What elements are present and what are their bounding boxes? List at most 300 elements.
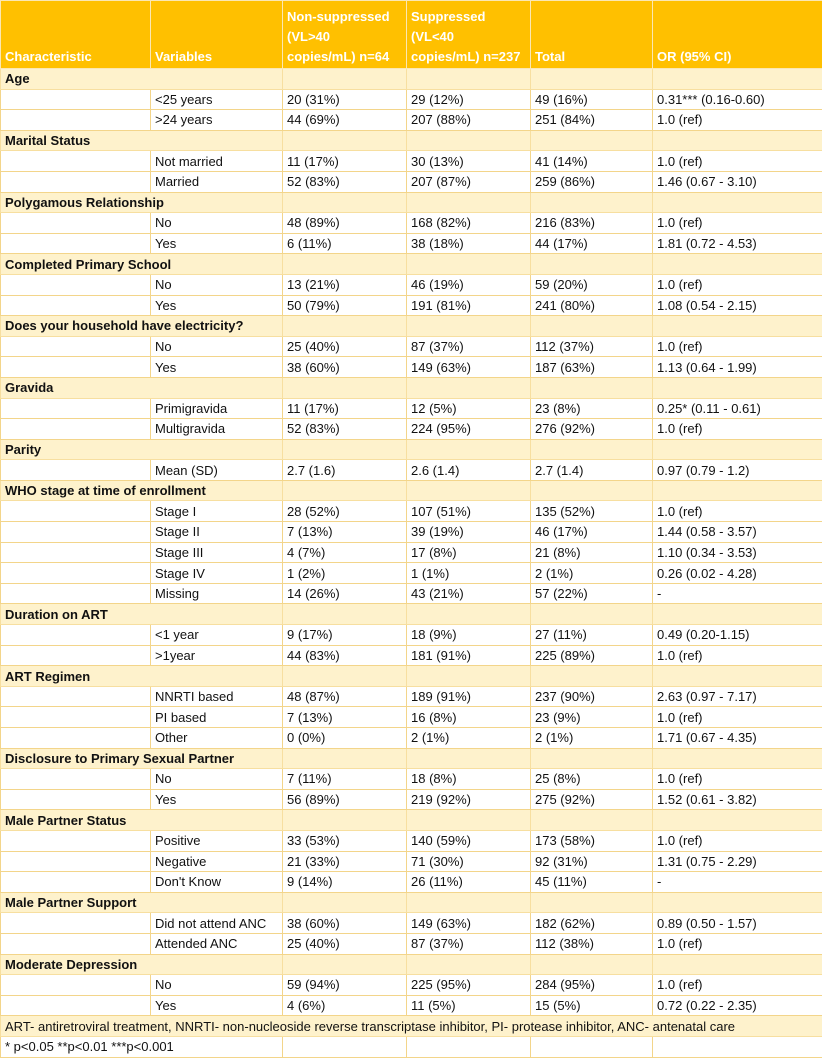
variable-cell: Married bbox=[151, 171, 283, 192]
suppressed-cell: 29 (12%) bbox=[407, 89, 531, 110]
characteristic-cell bbox=[1, 769, 151, 790]
non-suppressed-cell: 38 (60%) bbox=[283, 357, 407, 378]
section-spacer-cell bbox=[407, 69, 531, 90]
total-cell: 225 (89%) bbox=[531, 645, 653, 666]
suppressed-cell: 30 (13%) bbox=[407, 151, 531, 172]
section-spacer-cell bbox=[531, 748, 653, 769]
table-row bbox=[1, 522, 822, 543]
footnote-significance: * p<0.05 **p<0.01 ***p<0.001 bbox=[1, 1036, 283, 1057]
suppressed-cell: 16 (8%) bbox=[407, 707, 531, 728]
suppressed-cell: 2 (1%) bbox=[407, 728, 531, 749]
non-suppressed-cell: 44 (69%) bbox=[283, 110, 407, 131]
table-row bbox=[1, 789, 822, 810]
odds-ratio-cell: 1.08 (0.54 - 2.15) bbox=[653, 295, 822, 316]
section-row bbox=[1, 892, 822, 913]
section-spacer-cell bbox=[407, 954, 531, 975]
odds-ratio-cell: 2.63 (0.97 - 7.17) bbox=[653, 686, 822, 707]
variable-cell: Multigravida bbox=[151, 419, 283, 440]
variable-cell: >1year bbox=[151, 645, 283, 666]
total-cell: 237 (90%) bbox=[531, 686, 653, 707]
section-spacer-cell bbox=[283, 254, 407, 275]
table-row bbox=[1, 213, 822, 234]
section-spacer-cell bbox=[407, 892, 531, 913]
table-row bbox=[1, 233, 822, 254]
section-spacer-cell bbox=[407, 192, 531, 213]
footnote-spacer-cell bbox=[407, 1036, 531, 1057]
table-row bbox=[1, 975, 822, 996]
section-spacer-cell bbox=[653, 439, 822, 460]
non-suppressed-cell: 11 (17%) bbox=[283, 151, 407, 172]
odds-ratio-cell: 1.0 (ref) bbox=[653, 769, 822, 790]
odds-ratio-cell: 1.0 (ref) bbox=[653, 336, 822, 357]
section-spacer-cell bbox=[653, 810, 822, 831]
odds-ratio-cell: 1.0 (ref) bbox=[653, 645, 822, 666]
variable-cell: PI based bbox=[151, 707, 283, 728]
header-variables: Variables bbox=[151, 1, 283, 69]
characteristic-cell bbox=[1, 522, 151, 543]
section-spacer-cell bbox=[531, 130, 653, 151]
characteristic-cell bbox=[1, 110, 151, 131]
table-row bbox=[1, 171, 822, 192]
odds-ratio-cell: 1.31 (0.75 - 2.29) bbox=[653, 851, 822, 872]
total-cell: 135 (52%) bbox=[531, 501, 653, 522]
section-spacer-cell bbox=[407, 810, 531, 831]
total-cell: 259 (86%) bbox=[531, 171, 653, 192]
section-title: Duration on ART bbox=[1, 604, 283, 625]
section-spacer-cell bbox=[653, 666, 822, 687]
odds-ratio-cell: 1.0 (ref) bbox=[653, 110, 822, 131]
total-cell: 182 (62%) bbox=[531, 913, 653, 934]
table-row bbox=[1, 872, 822, 893]
section-spacer-cell bbox=[531, 254, 653, 275]
non-suppressed-cell: 14 (26%) bbox=[283, 583, 407, 604]
odds-ratio-cell: 1.10 (0.34 - 3.53) bbox=[653, 542, 822, 563]
odds-ratio-cell: 0.72 (0.22 - 2.35) bbox=[653, 995, 822, 1016]
suppressed-cell: 17 (8%) bbox=[407, 542, 531, 563]
table-row bbox=[1, 398, 822, 419]
odds-ratio-cell: 1.0 (ref) bbox=[653, 213, 822, 234]
table-row bbox=[1, 728, 822, 749]
section-spacer-cell bbox=[653, 604, 822, 625]
characteristic-cell bbox=[1, 830, 151, 851]
suppressed-cell: 219 (92%) bbox=[407, 789, 531, 810]
section-spacer-cell bbox=[283, 748, 407, 769]
total-cell: 21 (8%) bbox=[531, 542, 653, 563]
characteristic-cell bbox=[1, 625, 151, 646]
suppressed-cell: 11 (5%) bbox=[407, 995, 531, 1016]
suppressed-cell: 168 (82%) bbox=[407, 213, 531, 234]
characteristic-cell bbox=[1, 501, 151, 522]
table-row bbox=[1, 645, 822, 666]
section-row bbox=[1, 69, 822, 90]
variable-cell: NNRTI based bbox=[151, 686, 283, 707]
variable-cell: No bbox=[151, 336, 283, 357]
section-spacer-cell bbox=[653, 192, 822, 213]
odds-ratio-cell: - bbox=[653, 872, 822, 893]
table-row bbox=[1, 460, 822, 481]
variable-cell: Not married bbox=[151, 151, 283, 172]
variable-cell: No bbox=[151, 274, 283, 295]
section-row bbox=[1, 666, 822, 687]
section-spacer-cell bbox=[407, 666, 531, 687]
characteristic-cell bbox=[1, 789, 151, 810]
section-title: Gravida bbox=[1, 377, 283, 398]
section-title: Male Partner Support bbox=[1, 892, 283, 913]
non-suppressed-cell: 11 (17%) bbox=[283, 398, 407, 419]
characteristic-cell bbox=[1, 975, 151, 996]
total-cell: 112 (37%) bbox=[531, 336, 653, 357]
section-spacer-cell bbox=[407, 439, 531, 460]
odds-ratio-cell: 1.0 (ref) bbox=[653, 274, 822, 295]
section-title: WHO stage at time of enrollment bbox=[1, 480, 283, 501]
odds-ratio-cell: 1.0 (ref) bbox=[653, 933, 822, 954]
table-row bbox=[1, 89, 822, 110]
characteristic-cell bbox=[1, 563, 151, 584]
section-spacer-cell bbox=[531, 192, 653, 213]
header-total: Total bbox=[531, 1, 653, 69]
table-row bbox=[1, 295, 822, 316]
table-row bbox=[1, 583, 822, 604]
non-suppressed-cell: 50 (79%) bbox=[283, 295, 407, 316]
total-cell: 187 (63%) bbox=[531, 357, 653, 378]
section-spacer-cell bbox=[407, 480, 531, 501]
odds-ratio-cell: 1.0 (ref) bbox=[653, 975, 822, 996]
total-cell: 45 (11%) bbox=[531, 872, 653, 893]
section-spacer-cell bbox=[283, 316, 407, 337]
section-spacer-cell bbox=[407, 748, 531, 769]
suppressed-cell: 1 (1%) bbox=[407, 563, 531, 584]
section-row bbox=[1, 316, 822, 337]
non-suppressed-cell: 9 (14%) bbox=[283, 872, 407, 893]
section-spacer-cell bbox=[653, 254, 822, 275]
non-suppressed-cell: 4 (6%) bbox=[283, 995, 407, 1016]
section-title: Marital Status bbox=[1, 130, 283, 151]
suppressed-cell: 189 (91%) bbox=[407, 686, 531, 707]
header-characteristic: Characteristic bbox=[1, 1, 151, 69]
suppressed-cell: 12 (5%) bbox=[407, 398, 531, 419]
section-spacer-cell bbox=[407, 604, 531, 625]
odds-ratio-cell: 1.0 (ref) bbox=[653, 707, 822, 728]
table-row bbox=[1, 995, 822, 1016]
section-spacer-cell bbox=[283, 604, 407, 625]
characteristic-cell bbox=[1, 645, 151, 666]
non-suppressed-cell: 25 (40%) bbox=[283, 336, 407, 357]
total-cell: 59 (20%) bbox=[531, 274, 653, 295]
variable-cell: >24 years bbox=[151, 110, 283, 131]
characteristic-cell bbox=[1, 872, 151, 893]
non-suppressed-cell: 2.7 (1.6) bbox=[283, 460, 407, 481]
odds-ratio-cell: 1.0 (ref) bbox=[653, 419, 822, 440]
odds-ratio-cell: 0.31*** (0.16-0.60) bbox=[653, 89, 822, 110]
odds-ratio-cell: 1.46 (0.67 - 3.10) bbox=[653, 171, 822, 192]
variable-cell: Stage IV bbox=[151, 563, 283, 584]
characteristic-cell bbox=[1, 583, 151, 604]
variable-cell: Yes bbox=[151, 789, 283, 810]
section-row bbox=[1, 439, 822, 460]
suppressed-cell: 149 (63%) bbox=[407, 913, 531, 934]
section-spacer-cell bbox=[407, 130, 531, 151]
section-spacer-cell bbox=[653, 316, 822, 337]
section-row bbox=[1, 130, 822, 151]
non-suppressed-cell: 7 (13%) bbox=[283, 522, 407, 543]
characteristic-cell bbox=[1, 295, 151, 316]
section-title: Completed Primary School bbox=[1, 254, 283, 275]
variable-cell: Attended ANC bbox=[151, 933, 283, 954]
characteristic-cell bbox=[1, 274, 151, 295]
total-cell: 2 (1%) bbox=[531, 728, 653, 749]
suppressed-cell: 191 (81%) bbox=[407, 295, 531, 316]
total-cell: 276 (92%) bbox=[531, 419, 653, 440]
section-row bbox=[1, 604, 822, 625]
odds-ratio-cell: - bbox=[653, 583, 822, 604]
header-row bbox=[1, 1, 822, 69]
variable-cell: Yes bbox=[151, 233, 283, 254]
total-cell: 57 (22%) bbox=[531, 583, 653, 604]
total-cell: 2.7 (1.4) bbox=[531, 460, 653, 481]
total-cell: 25 (8%) bbox=[531, 769, 653, 790]
non-suppressed-cell: 0 (0%) bbox=[283, 728, 407, 749]
suppressed-cell: 18 (8%) bbox=[407, 769, 531, 790]
section-spacer-cell bbox=[407, 377, 531, 398]
variable-cell: Don't Know bbox=[151, 872, 283, 893]
non-suppressed-cell: 21 (33%) bbox=[283, 851, 407, 872]
suppressed-cell: 87 (37%) bbox=[407, 336, 531, 357]
odds-ratio-cell: 1.0 (ref) bbox=[653, 151, 822, 172]
table-row bbox=[1, 274, 822, 295]
non-suppressed-cell: 52 (83%) bbox=[283, 171, 407, 192]
section-spacer-cell bbox=[283, 810, 407, 831]
section-title: Moderate Depression bbox=[1, 954, 283, 975]
total-cell: 23 (9%) bbox=[531, 707, 653, 728]
characteristic-cell bbox=[1, 995, 151, 1016]
section-spacer-cell bbox=[283, 892, 407, 913]
section-row bbox=[1, 748, 822, 769]
section-row bbox=[1, 480, 822, 501]
non-suppressed-cell: 38 (60%) bbox=[283, 913, 407, 934]
table-row bbox=[1, 769, 822, 790]
table-row bbox=[1, 357, 822, 378]
variable-cell: Mean (SD) bbox=[151, 460, 283, 481]
section-spacer-cell bbox=[283, 192, 407, 213]
non-suppressed-cell: 4 (7%) bbox=[283, 542, 407, 563]
odds-ratio-cell: 1.52 (0.61 - 3.82) bbox=[653, 789, 822, 810]
variable-cell: Did not attend ANC bbox=[151, 913, 283, 934]
table-row bbox=[1, 563, 822, 584]
variable-cell: Primigravida bbox=[151, 398, 283, 419]
characteristic-cell bbox=[1, 336, 151, 357]
variable-cell: Other bbox=[151, 728, 283, 749]
odds-ratio-cell: 0.25* (0.11 - 0.61) bbox=[653, 398, 822, 419]
section-spacer-cell bbox=[531, 439, 653, 460]
suppressed-cell: 225 (95%) bbox=[407, 975, 531, 996]
odds-ratio-cell: 0.49 (0.20-1.15) bbox=[653, 625, 822, 646]
characteristic-cell bbox=[1, 398, 151, 419]
non-suppressed-cell: 59 (94%) bbox=[283, 975, 407, 996]
section-spacer-cell bbox=[653, 69, 822, 90]
suppressed-cell: 26 (11%) bbox=[407, 872, 531, 893]
variable-cell: No bbox=[151, 975, 283, 996]
table-row bbox=[1, 913, 822, 934]
table-row bbox=[1, 151, 822, 172]
total-cell: 2 (1%) bbox=[531, 563, 653, 584]
variable-cell: Positive bbox=[151, 830, 283, 851]
section-title: Does your household have electricity? bbox=[1, 316, 283, 337]
non-suppressed-cell: 33 (53%) bbox=[283, 830, 407, 851]
non-suppressed-cell: 48 (89%) bbox=[283, 213, 407, 234]
suppressed-cell: 224 (95%) bbox=[407, 419, 531, 440]
suppressed-cell: 2.6 (1.4) bbox=[407, 460, 531, 481]
total-cell: 27 (11%) bbox=[531, 625, 653, 646]
table-row bbox=[1, 625, 822, 646]
section-spacer-cell bbox=[531, 316, 653, 337]
suppressed-cell: 39 (19%) bbox=[407, 522, 531, 543]
section-spacer-cell bbox=[283, 439, 407, 460]
section-spacer-cell bbox=[407, 316, 531, 337]
odds-ratio-cell: 1.81 (0.72 - 4.53) bbox=[653, 233, 822, 254]
odds-ratio-cell: 0.89 (0.50 - 1.57) bbox=[653, 913, 822, 934]
characteristic-cell bbox=[1, 851, 151, 872]
table-body bbox=[1, 69, 822, 1058]
footnote-spacer-cell bbox=[653, 1036, 822, 1057]
table-row bbox=[1, 542, 822, 563]
section-spacer-cell bbox=[283, 377, 407, 398]
total-cell: 251 (84%) bbox=[531, 110, 653, 131]
footnote-row bbox=[1, 1016, 822, 1037]
odds-ratio-cell: 1.44 (0.58 - 3.57) bbox=[653, 522, 822, 543]
variable-cell: <25 years bbox=[151, 89, 283, 110]
footnote-spacer-cell bbox=[531, 1036, 653, 1057]
section-spacer-cell bbox=[531, 69, 653, 90]
variable-cell: Stage I bbox=[151, 501, 283, 522]
total-cell: 49 (16%) bbox=[531, 89, 653, 110]
section-spacer-cell bbox=[531, 480, 653, 501]
total-cell: 44 (17%) bbox=[531, 233, 653, 254]
footnote-abbreviations: ART- antiretroviral treatment, NNRTI- non-nucleoside reverse transcriptase inhibitor, PI- protease inhibitor, ANC- antenatal care bbox=[1, 1016, 822, 1037]
characteristic-cell bbox=[1, 686, 151, 707]
suppressed-cell: 207 (88%) bbox=[407, 110, 531, 131]
suppressed-cell: 38 (18%) bbox=[407, 233, 531, 254]
suppressed-cell: 140 (59%) bbox=[407, 830, 531, 851]
odds-ratio-cell: 0.26 (0.02 - 4.28) bbox=[653, 563, 822, 584]
section-spacer-cell bbox=[531, 892, 653, 913]
section-title: Parity bbox=[1, 439, 283, 460]
section-spacer-cell bbox=[653, 748, 822, 769]
non-suppressed-cell: 44 (83%) bbox=[283, 645, 407, 666]
total-cell: 41 (14%) bbox=[531, 151, 653, 172]
characteristic-cell bbox=[1, 233, 151, 254]
header-non-suppressed: Non-suppressed (VL>40 copies/mL) n=64 bbox=[283, 1, 407, 69]
section-spacer-cell bbox=[283, 954, 407, 975]
suppressed-cell: 207 (87%) bbox=[407, 171, 531, 192]
characteristic-cell bbox=[1, 89, 151, 110]
characteristic-cell bbox=[1, 913, 151, 934]
variable-cell: No bbox=[151, 213, 283, 234]
table-row bbox=[1, 686, 822, 707]
non-suppressed-cell: 6 (11%) bbox=[283, 233, 407, 254]
non-suppressed-cell: 7 (13%) bbox=[283, 707, 407, 728]
non-suppressed-cell: 28 (52%) bbox=[283, 501, 407, 522]
non-suppressed-cell: 13 (21%) bbox=[283, 274, 407, 295]
odds-ratio-cell: 1.13 (0.64 - 1.99) bbox=[653, 357, 822, 378]
section-spacer-cell bbox=[283, 130, 407, 151]
section-title: Disclosure to Primary Sexual Partner bbox=[1, 748, 283, 769]
section-spacer-cell bbox=[653, 377, 822, 398]
significance-row bbox=[1, 1036, 822, 1057]
section-title: Age bbox=[1, 69, 283, 90]
section-spacer-cell bbox=[283, 666, 407, 687]
characteristic-cell bbox=[1, 460, 151, 481]
variable-cell: Yes bbox=[151, 995, 283, 1016]
section-spacer-cell bbox=[531, 377, 653, 398]
non-suppressed-cell: 1 (2%) bbox=[283, 563, 407, 584]
table-row bbox=[1, 419, 822, 440]
suppressed-cell: 46 (19%) bbox=[407, 274, 531, 295]
section-spacer-cell bbox=[283, 69, 407, 90]
table-row bbox=[1, 933, 822, 954]
table-row bbox=[1, 707, 822, 728]
section-spacer-cell bbox=[653, 892, 822, 913]
suppressed-cell: 43 (21%) bbox=[407, 583, 531, 604]
section-spacer-cell bbox=[653, 480, 822, 501]
total-cell: 284 (95%) bbox=[531, 975, 653, 996]
section-title: ART Regimen bbox=[1, 666, 283, 687]
section-spacer-cell bbox=[531, 666, 653, 687]
non-suppressed-cell: 52 (83%) bbox=[283, 419, 407, 440]
variable-cell: No bbox=[151, 769, 283, 790]
section-row bbox=[1, 810, 822, 831]
section-row bbox=[1, 254, 822, 275]
header-odds-ratio: OR (95% CI) bbox=[653, 1, 822, 69]
total-cell: 15 (5%) bbox=[531, 995, 653, 1016]
section-spacer-cell bbox=[531, 604, 653, 625]
variable-cell: Stage III bbox=[151, 542, 283, 563]
section-spacer-cell bbox=[653, 954, 822, 975]
section-row bbox=[1, 954, 822, 975]
characteristic-cell bbox=[1, 213, 151, 234]
section-spacer-cell bbox=[531, 954, 653, 975]
odds-ratio-cell: 1.71 (0.67 - 4.35) bbox=[653, 728, 822, 749]
section-spacer-cell bbox=[407, 254, 531, 275]
non-suppressed-cell: 25 (40%) bbox=[283, 933, 407, 954]
characteristic-cell bbox=[1, 933, 151, 954]
suppressed-cell: 71 (30%) bbox=[407, 851, 531, 872]
characteristic-cell bbox=[1, 151, 151, 172]
variable-cell: Yes bbox=[151, 295, 283, 316]
variable-cell: Yes bbox=[151, 357, 283, 378]
odds-ratio-cell: 0.97 (0.79 - 1.2) bbox=[653, 460, 822, 481]
total-cell: 92 (31%) bbox=[531, 851, 653, 872]
characteristic-cell bbox=[1, 707, 151, 728]
table-row bbox=[1, 336, 822, 357]
section-row bbox=[1, 377, 822, 398]
table-row bbox=[1, 830, 822, 851]
suppressed-cell: 181 (91%) bbox=[407, 645, 531, 666]
header-suppressed: Suppressed (VL<40 copies/mL) n=237 bbox=[407, 1, 531, 69]
section-spacer-cell bbox=[653, 130, 822, 151]
non-suppressed-cell: 7 (11%) bbox=[283, 769, 407, 790]
non-suppressed-cell: 9 (17%) bbox=[283, 625, 407, 646]
suppressed-cell: 149 (63%) bbox=[407, 357, 531, 378]
total-cell: 46 (17%) bbox=[531, 522, 653, 543]
non-suppressed-cell: 48 (87%) bbox=[283, 686, 407, 707]
table-row bbox=[1, 501, 822, 522]
non-suppressed-cell: 20 (31%) bbox=[283, 89, 407, 110]
total-cell: 241 (80%) bbox=[531, 295, 653, 316]
suppressed-cell: 87 (37%) bbox=[407, 933, 531, 954]
characteristic-cell bbox=[1, 728, 151, 749]
table-row bbox=[1, 110, 822, 131]
suppressed-cell: 107 (51%) bbox=[407, 501, 531, 522]
